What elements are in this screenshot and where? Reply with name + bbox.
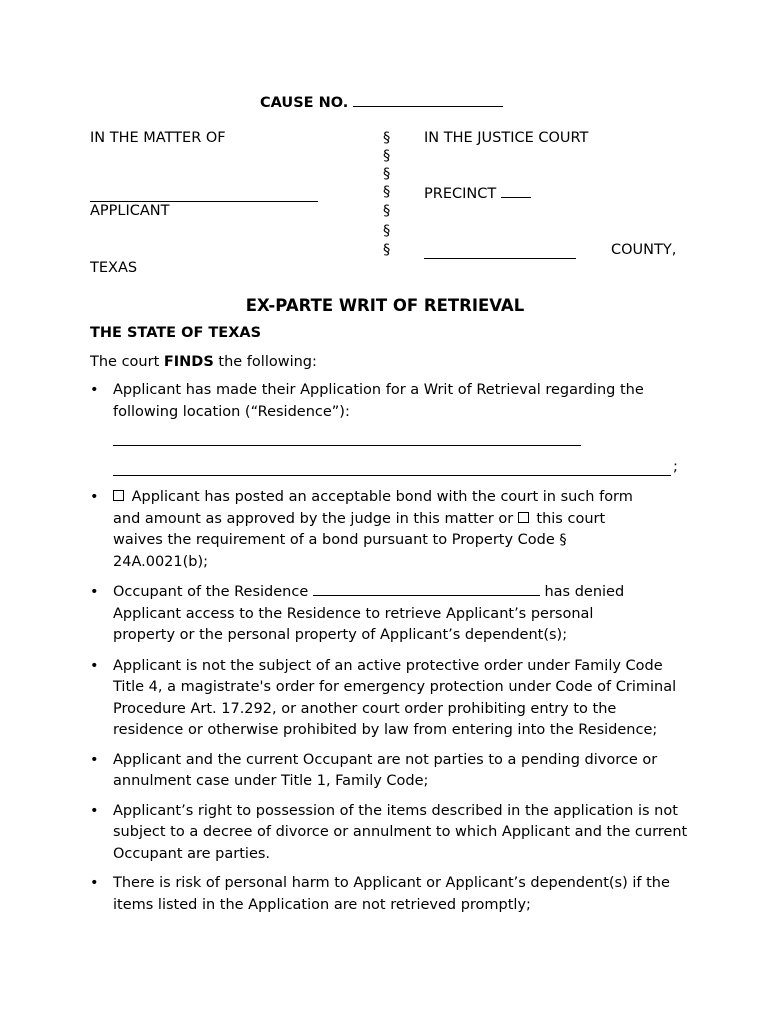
finding-text: Applicant is not the subject of an active protective order under Family Code Title 4, a magistrate's order for emergency protection under Code of Criminal Procedure Art. 17.292, or another court order prohibiting entry to the residence or otherwise prohibited by law from entering into the Residence; xyxy=(113,657,677,738)
bullet-icon: • xyxy=(90,802,99,819)
bullet-icon: • xyxy=(90,489,99,505)
bullet-icon: • xyxy=(90,875,99,891)
intro-paragraph xyxy=(90,353,317,371)
bullet-icon: • xyxy=(90,657,99,674)
finding-text: Applicant’s right to possession of the items described in the application is not subject to a decree of divorce or annulment to which Applicant and the current Occupant are parties. xyxy=(113,802,688,862)
finding-right-to-possession xyxy=(90,801,690,866)
finding-text: Applicant has made their Application for a Writ of Retrieval regarding the xyxy=(113,382,644,398)
precinct-field[interactable] xyxy=(501,184,531,198)
intro-suffix: the following: xyxy=(213,354,317,370)
precinct-line xyxy=(424,184,531,203)
precinct-label: PRECINCT xyxy=(424,186,497,202)
residence-semicolon: ; xyxy=(673,459,678,475)
section-symbol: § xyxy=(383,130,391,146)
finding-bond xyxy=(90,487,690,573)
section-symbol: § xyxy=(383,242,391,258)
section-symbol: § xyxy=(383,203,391,219)
section-symbol: § xyxy=(383,166,391,182)
bullet-icon: • xyxy=(90,584,99,600)
finding-text: has denied xyxy=(539,584,625,600)
section-symbol: § xyxy=(383,184,391,200)
finding-text: Applicant has posted an acceptable bond with the court in such form xyxy=(127,489,633,505)
finding-text: Occupant of the Residence xyxy=(113,584,313,600)
section-symbol: § xyxy=(383,148,391,164)
findings-list xyxy=(90,380,690,916)
finding-text: There is risk of personal harm to Applicant or Applicant’s dependent(s) if the items listed in the Application are not retrieved promptly; xyxy=(113,875,670,913)
bond-waived-checkbox[interactable] xyxy=(518,512,529,523)
bullet-icon: • xyxy=(90,751,99,768)
court-name: IN THE JUSTICE COURT xyxy=(424,130,589,146)
finding-occupant-denied xyxy=(90,582,690,647)
intro-prefix: The court xyxy=(90,354,164,370)
state-heading: THE STATE OF TEXAS xyxy=(90,325,262,341)
residence-line-1-wrap xyxy=(113,423,690,451)
finding-text: 24A.0021(b); xyxy=(113,553,209,570)
county-label: COUNTY, xyxy=(611,242,677,258)
finding-text: Applicant and the current Occupant are not parties to a pending divorce or annulment case under Title 1, Family Code; xyxy=(113,751,658,789)
bond-posted-checkbox[interactable] xyxy=(113,490,124,501)
in-the-matter-of: IN THE MATTER OF xyxy=(90,130,226,146)
residence-line-2-wrap xyxy=(113,451,690,479)
applicant-label: APPLICANT xyxy=(90,203,170,219)
finding-no-protective-order xyxy=(90,656,690,742)
cause-number-field[interactable] xyxy=(353,93,503,107)
cause-label: CAUSE NO. xyxy=(260,95,349,111)
residence-field-1[interactable] xyxy=(113,429,581,446)
finding-text: Applicant access to the Residence to retrieve Applicant’s personal xyxy=(113,605,594,622)
section-symbol: § xyxy=(383,223,391,239)
finding-text: following location (“Residence”): xyxy=(113,403,350,420)
cause-number xyxy=(260,93,503,112)
texas-label: TEXAS xyxy=(90,260,138,276)
occupant-name-field[interactable] xyxy=(313,582,540,596)
county-name-field[interactable] xyxy=(424,245,576,259)
document-title: EX-PARTE WRIT OF RETRIEVAL xyxy=(245,296,525,315)
residence-field-2[interactable] xyxy=(113,459,671,476)
finding-text: this court xyxy=(531,510,606,527)
finding-text: and amount as approved by the judge in this matter or xyxy=(113,510,518,527)
bullet-icon: • xyxy=(90,382,99,398)
finding-no-divorce-case xyxy=(90,750,690,793)
applicant-name-field[interactable] xyxy=(90,187,318,202)
finding-text: property or the personal property of Applicant’s dependent(s); xyxy=(113,627,568,643)
finding-residence xyxy=(90,380,690,479)
finding-text: waives the requirement of a bond pursuant to Property Code § xyxy=(113,532,567,548)
intro-bold-finds: FINDS xyxy=(163,354,214,370)
finding-risk-of-harm xyxy=(90,873,690,916)
